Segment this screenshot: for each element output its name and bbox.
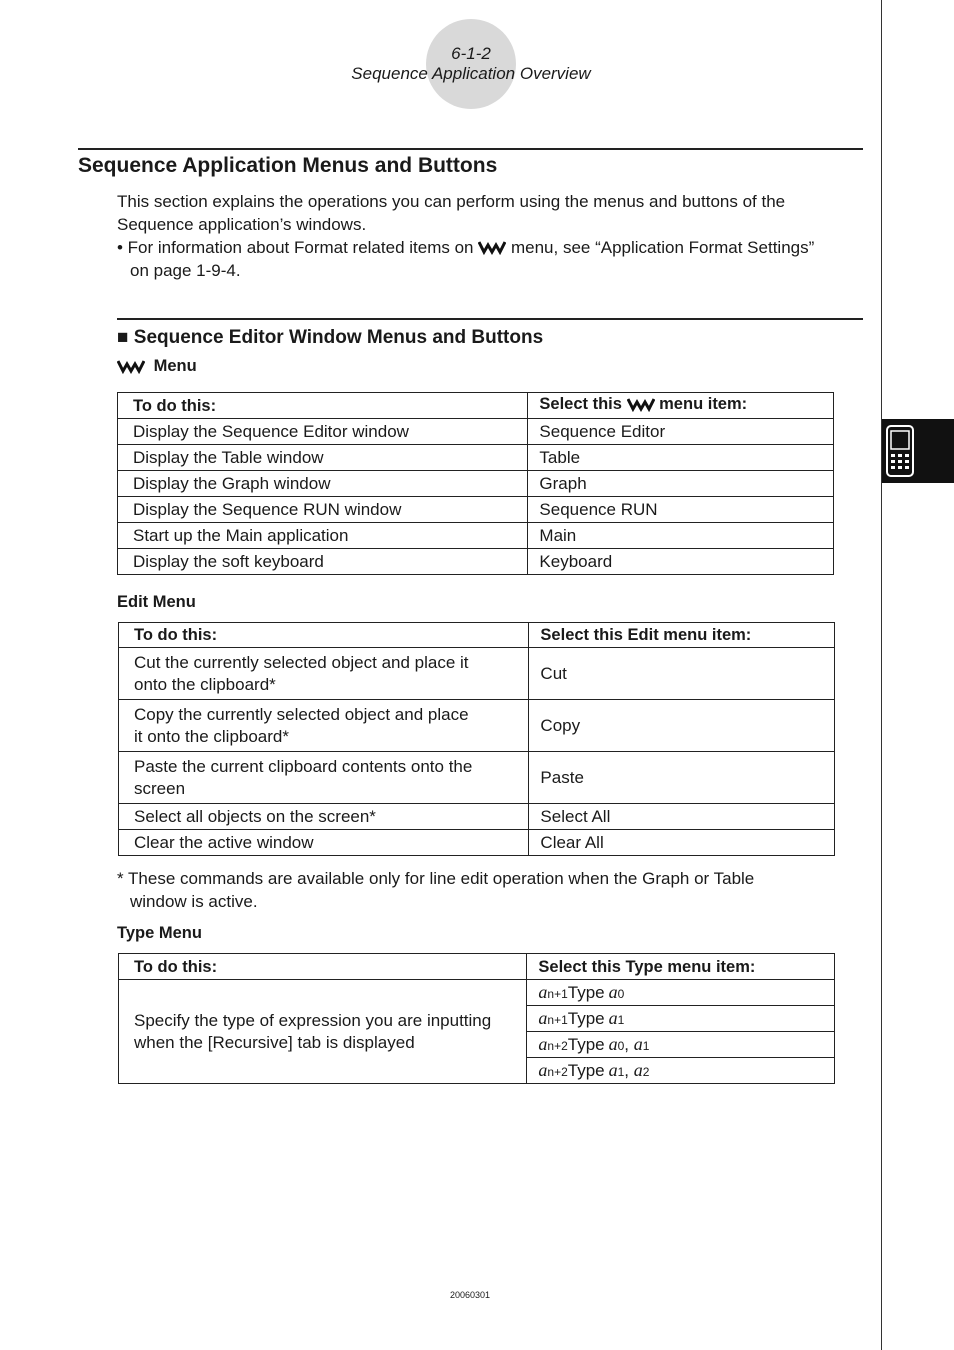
type-action-line-1: Specify the type of expression you are inputting (134, 1010, 492, 1030)
menu-action-cell: Start up the Main application (118, 523, 528, 549)
intro-line-2: Sequence application’s windows. (117, 215, 367, 234)
type-col-item: Select this Type menu item: (527, 954, 835, 980)
sequence-term: a (538, 981, 548, 1002)
chapter-tab (882, 419, 954, 483)
edit-item-cell: Clear All (529, 830, 835, 856)
calculator-icon (886, 425, 914, 477)
initial-term-subscript: 0 (617, 986, 625, 1001)
type-action-line-2: when the [Recursive] tab is displayed (134, 1032, 415, 1052)
sequence-term: a (538, 1007, 548, 1028)
menu-col-item-a: Select this (539, 395, 622, 413)
menu-icon (117, 358, 145, 379)
initial-term-2: a (633, 1033, 643, 1054)
edit-action-line-1: Select all objects on the screen* (134, 806, 376, 826)
initial-term: a (608, 1059, 618, 1080)
edit-action-line-1: Paste the current clipboard contents onto the (134, 756, 473, 776)
menu-action-cell: Display the Sequence RUN window (118, 497, 528, 523)
right-margin-rule (881, 0, 882, 1350)
menu-action-cell: Display the soft keyboard (118, 549, 528, 575)
footer-code: 20060301 (449, 1290, 491, 1300)
menu-col-item (528, 393, 834, 419)
subsection-title-text: Sequence Editor Window Menus and Buttons (133, 327, 544, 348)
initial-term-2-subscript: 2 (642, 1064, 650, 1079)
type-item-cell (527, 1058, 835, 1084)
edit-item-cell: Paste (529, 752, 835, 804)
menu-action-cell: Display the Table window (118, 445, 528, 471)
edit-item-cell: Select All (529, 804, 835, 830)
edit-col-action: To do this: (119, 623, 529, 648)
menu-item-cell: Main (528, 523, 834, 549)
edit-table (118, 622, 835, 856)
menu-caption-text: Menu (153, 357, 197, 375)
table-row (119, 830, 835, 856)
type-item-cell (527, 1032, 835, 1058)
table-row (118, 419, 834, 445)
intro-line-1: This section explains the operations you can perform using the menus and buttons of the (117, 192, 786, 211)
subsection-rule (117, 318, 863, 320)
table-row (118, 445, 834, 471)
type-label: Type (567, 1034, 605, 1054)
table-row (119, 980, 835, 1006)
edit-action-cell (119, 830, 529, 856)
sequence-term: a (538, 1059, 548, 1080)
section-title: Sequence Application Menus and Buttons (78, 154, 498, 177)
sequence-term-subscript: n+1 (547, 986, 568, 1001)
initial-term: a (608, 981, 618, 1002)
type-label: Type (567, 982, 605, 1002)
type-label: Type (567, 1060, 605, 1080)
table-row (118, 471, 834, 497)
menu-col-action: To do this: (118, 393, 528, 419)
initial-term: a (608, 1007, 618, 1028)
table-row (119, 648, 835, 700)
menu-col-item-b: menu item: (659, 395, 748, 413)
table-row (118, 497, 834, 523)
sequence-term-subscript: n+2 (547, 1064, 568, 1079)
edit-action-line-2: screen (134, 778, 186, 798)
table-row (118, 549, 834, 575)
bullet-line-2: on page 1-9-4. (130, 261, 241, 280)
term-separator: , (624, 1060, 634, 1080)
initial-term-2-subscript: 1 (642, 1038, 650, 1053)
initial-term: a (608, 1033, 618, 1054)
type-caption: Type Menu (117, 924, 202, 942)
edit-action-line-1: Cut the currently selected object and place it (134, 652, 469, 672)
type-item-cell (527, 980, 835, 1006)
edit-action-cell (119, 648, 529, 700)
table-row (118, 523, 834, 549)
menu-item-cell: Keyboard (528, 549, 834, 575)
edit-action-cell (119, 804, 529, 830)
table-row (119, 752, 835, 804)
sequence-term-subscript: n+2 (547, 1038, 568, 1053)
subsection-marker: ■ (117, 327, 129, 348)
edit-action-line-1: Copy the currently selected object and place (134, 704, 469, 724)
type-table (118, 953, 835, 1084)
edit-action-line-1: Clear the active window (134, 832, 314, 852)
menu-icon (478, 238, 506, 261)
initial-term-2: a (633, 1059, 643, 1080)
menu-item-cell: Graph (528, 471, 834, 497)
menu-item-cell: Sequence RUN (528, 497, 834, 523)
edit-action-cell (119, 752, 529, 804)
menu-item-cell: Table (528, 445, 834, 471)
footnote-line-1: * These commands are available only for line edit operation when the Graph or Table (117, 869, 755, 888)
bullet-text-b: menu, see “Application Format Settings” (510, 238, 815, 257)
table-row (119, 804, 835, 830)
menu-caption (117, 357, 197, 379)
subsection-title (117, 327, 543, 349)
edit-caption: Edit Menu (117, 593, 196, 611)
sequence-term: a (538, 1033, 548, 1054)
menu-action-cell: Display the Sequence Editor window (118, 419, 528, 445)
edit-action-line-2: it onto the clipboard* (134, 726, 289, 746)
menu-icon (627, 396, 655, 418)
menu-item-cell: Sequence Editor (528, 419, 834, 445)
type-label: Type (567, 1008, 605, 1028)
edit-item-cell: Copy (529, 700, 835, 752)
initial-term-subscript: 0 (617, 1038, 625, 1053)
section-rule (78, 148, 863, 150)
chapter-title: Sequence Application Overview (351, 64, 591, 83)
sequence-term-subscript: n+1 (547, 1012, 568, 1027)
type-action-cell (119, 980, 527, 1084)
menu-action-cell: Display the Graph window (118, 471, 528, 497)
menu-table (117, 392, 834, 575)
bullet-line-1 (117, 236, 814, 261)
table-row (119, 700, 835, 752)
page-number: 6-1-2 (451, 44, 491, 63)
term-separator: , (624, 1034, 634, 1054)
edit-action-line-2: onto the clipboard* (134, 674, 276, 694)
bullet-text-a: • For information about Format related items on (117, 238, 474, 257)
edit-col-item: Select this Edit menu item: (529, 623, 835, 648)
initial-term-subscript: 1 (617, 1064, 625, 1079)
footnote-line-2: window is active. (130, 892, 258, 911)
type-item-cell (527, 1006, 835, 1032)
edit-item-cell: Cut (529, 648, 835, 700)
type-col-action: To do this: (119, 954, 527, 980)
initial-term-subscript: 1 (617, 1012, 625, 1027)
edit-action-cell (119, 700, 529, 752)
